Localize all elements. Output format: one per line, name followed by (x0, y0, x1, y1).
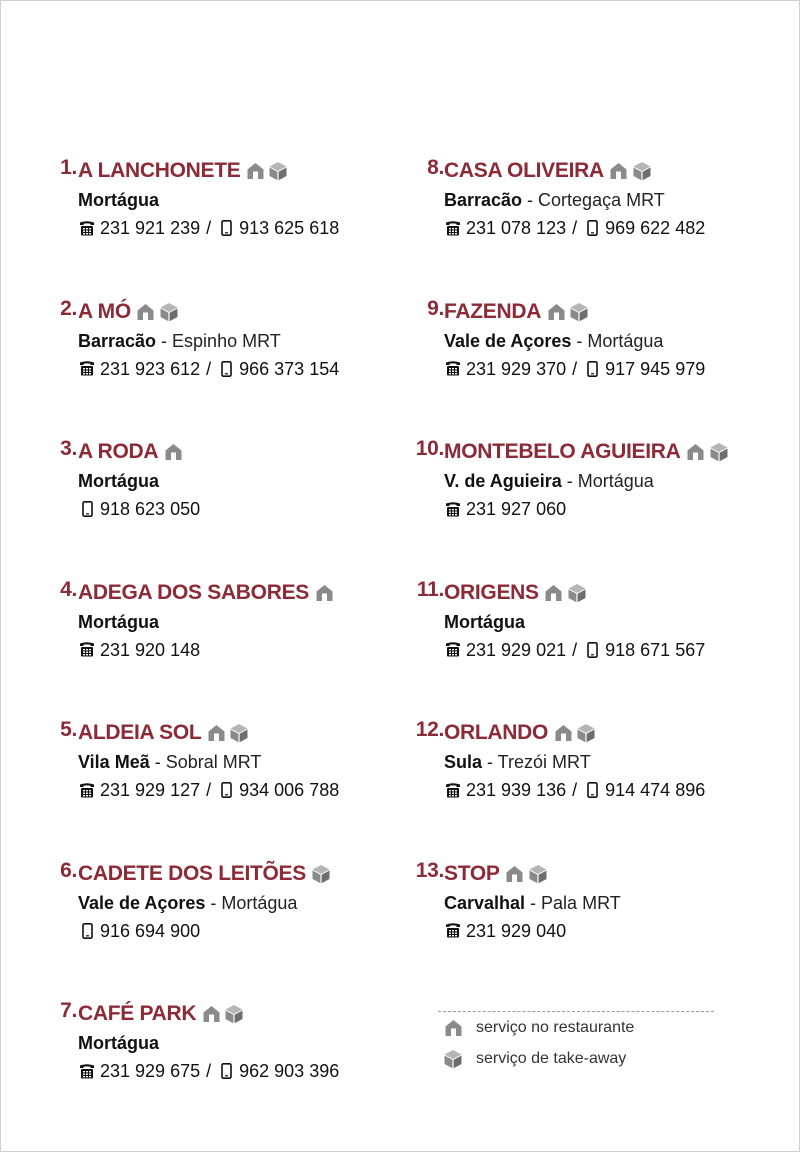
restaurant-title-row (78, 999, 339, 1029)
restaurant-entry (53, 437, 393, 578)
restaurant-name: CASA OLIVEIRA (444, 159, 604, 182)
restaurant-phones (78, 776, 339, 804)
landline-icon (444, 360, 462, 378)
restaurant-number: 11. (416, 577, 444, 601)
restaurant-title-row (78, 297, 339, 327)
restaurant-title-row (78, 578, 336, 608)
box-icon (228, 722, 250, 744)
restaurant-number: 4. (60, 577, 77, 601)
landline-icon (444, 641, 462, 659)
phone-number[interactable]: 231 078 123 (466, 218, 567, 238)
restaurant-phones (444, 214, 705, 242)
phone-separator: / (206, 358, 212, 379)
mobile-icon (78, 500, 96, 518)
restaurant-name: A LANCHONETE (78, 159, 241, 182)
restaurant-location (444, 608, 705, 636)
phone-separator: / (206, 780, 212, 800)
mobile-icon (217, 360, 235, 378)
landline-icon (444, 500, 462, 518)
restaurant-details (444, 859, 621, 945)
restaurant-phones (444, 636, 705, 664)
phone-number[interactable]: 918 671 567 (605, 639, 706, 660)
service-legend (438, 1011, 714, 1074)
phone-number[interactable]: 966 373 154 (239, 358, 340, 379)
location-main: Barracão (78, 330, 157, 351)
restaurant-phones (78, 917, 333, 945)
restaurant-title-row (444, 718, 705, 748)
location-main: Barracão (444, 190, 523, 210)
restaurant-entry (408, 859, 788, 1000)
location-main: Mortágua (78, 1033, 159, 1053)
restaurant-number: 7. (60, 999, 77, 1022)
restaurant-details (444, 578, 705, 664)
landline-icon (444, 219, 462, 237)
restaurant-details (78, 999, 339, 1085)
restaurant-entry (53, 578, 393, 719)
phone-number[interactable]: 913 625 618 (239, 218, 340, 238)
mobile-icon (78, 922, 96, 940)
location-main: Vale de Açores (444, 330, 572, 351)
phone-separator: / (206, 1061, 212, 1081)
restaurant-name: MONTEBELO AGUIEIRA (444, 440, 681, 463)
mobile-icon (217, 781, 235, 799)
house-icon (162, 441, 184, 463)
restaurant-column-right (408, 156, 788, 999)
box-icon (575, 722, 597, 744)
house-icon (200, 1003, 222, 1025)
restaurant-details (78, 297, 339, 383)
restaurant-number: 8. (427, 156, 444, 179)
box-icon (158, 301, 180, 323)
phone-number[interactable]: 231 920 148 (100, 639, 201, 660)
location-main: Mortágua (78, 471, 159, 491)
restaurant-location (78, 327, 339, 355)
restaurant-details (78, 437, 200, 523)
phone-number[interactable]: 231 921 239 (100, 218, 201, 238)
restaurant-location (78, 889, 333, 917)
restaurant-number: 9. (427, 296, 444, 320)
mobile-icon (583, 360, 601, 378)
location-sub: - Mortágua (205, 892, 298, 913)
location-main: Sula (444, 752, 483, 772)
phone-number[interactable]: 231 939 136 (466, 780, 567, 800)
restaurant-phones (78, 636, 336, 664)
restaurant-column-left (53, 156, 393, 1140)
legend-item-take-away (438, 1043, 714, 1074)
restaurant-details (78, 578, 336, 664)
box-icon (267, 160, 289, 182)
phone-number[interactable]: 916 694 900 (100, 920, 201, 941)
phone-number[interactable]: 917 945 979 (605, 358, 706, 379)
restaurant-name: ADEGA DOS SABORES (78, 580, 309, 604)
restaurant-name: ORLANDO (444, 721, 549, 744)
phone-number[interactable]: 231 929 370 (466, 358, 567, 379)
phone-number[interactable]: 918 623 050 (100, 499, 201, 519)
house-icon (135, 301, 157, 323)
box-icon (223, 1003, 245, 1025)
landline-icon (78, 1062, 96, 1080)
location-main: Carvalhal (444, 892, 526, 913)
restaurant-entry (408, 437, 788, 578)
restaurant-number: 5. (60, 718, 77, 741)
restaurant-details (78, 859, 333, 945)
restaurant-phones (444, 917, 621, 945)
restaurant-phones (78, 214, 339, 242)
restaurant-number: 12. (415, 718, 444, 741)
location-main: Vale de Açores (78, 892, 206, 913)
house-icon (543, 582, 565, 604)
house-icon (504, 863, 526, 885)
restaurant-title-row (444, 297, 705, 327)
house-icon (552, 722, 574, 744)
landline-icon (78, 360, 96, 378)
restaurant-number: 3. (60, 437, 77, 460)
house-icon (205, 722, 227, 744)
restaurant-location (78, 186, 339, 214)
restaurant-location (444, 327, 705, 355)
restaurant-details (78, 156, 339, 242)
restaurant-title-row (444, 578, 705, 608)
restaurant-title-row (444, 437, 731, 467)
box-icon (442, 1048, 464, 1070)
box-icon (310, 863, 332, 885)
restaurant-details (444, 437, 731, 523)
phone-number[interactable]: 231 929 040 (466, 920, 567, 941)
phone-number[interactable]: 934 006 788 (239, 780, 340, 800)
restaurant-location (444, 186, 705, 214)
location-sub: - Sobral MRT (149, 752, 262, 772)
restaurant-number: 13. (415, 858, 444, 882)
restaurant-name: A MÓ (78, 299, 131, 323)
restaurant-name: CAFÉ PARK (78, 1002, 197, 1025)
restaurant-number: 1. (60, 156, 77, 179)
restaurant-entry (53, 156, 393, 297)
phone-number[interactable]: 962 903 396 (239, 1061, 340, 1081)
house-icon (244, 160, 266, 182)
box-icon (708, 441, 730, 463)
restaurant-location (444, 467, 731, 495)
box-icon (568, 301, 590, 323)
location-sub: - Trezói MRT (482, 752, 591, 772)
restaurant-phones (78, 495, 200, 523)
restaurant-location (444, 748, 705, 776)
phone-number[interactable]: 914 474 896 (605, 780, 706, 800)
box-icon (566, 582, 588, 604)
restaurant-details (444, 718, 705, 804)
house-icon (608, 160, 630, 182)
restaurant-title-row (78, 156, 339, 186)
landline-icon (444, 781, 462, 799)
restaurant-phones (444, 495, 731, 523)
house-icon (442, 1017, 464, 1039)
restaurant-phones (444, 355, 705, 383)
restaurant-details (444, 156, 705, 242)
restaurant-location (78, 1029, 339, 1057)
location-sub: - Pala MRT (525, 892, 621, 913)
house-icon (313, 582, 335, 604)
restaurant-entry (53, 859, 393, 1000)
landline-icon (78, 641, 96, 659)
phone-separator: / (572, 639, 578, 660)
house-icon (685, 441, 707, 463)
location-main: Vila Meã (78, 752, 150, 772)
box-icon (631, 160, 653, 182)
mobile-icon (583, 641, 601, 659)
landline-icon (444, 922, 462, 940)
legend-label: serviço no restaurante (476, 1018, 635, 1036)
phone-number[interactable]: 231 927 060 (466, 499, 567, 519)
phone-number[interactable]: 231 923 612 (100, 358, 201, 379)
location-sub: - Mortágua (561, 471, 654, 491)
legend-label: serviço de take-away (476, 1049, 627, 1067)
restaurant-name: ORIGENS (444, 580, 539, 604)
location-sub: - Mortágua (571, 330, 664, 351)
restaurant-location (78, 608, 336, 636)
box-icon (527, 863, 549, 885)
restaurant-entry (53, 999, 393, 1140)
restaurant-title-row (78, 718, 339, 748)
phone-separator: / (572, 358, 578, 379)
restaurant-number: 10. (415, 437, 444, 460)
restaurant-entry (408, 297, 788, 438)
restaurant-location (444, 889, 621, 917)
mobile-icon (583, 219, 601, 237)
restaurant-name: ALDEIA SOL (78, 721, 202, 744)
restaurant-name: STOP (444, 861, 500, 885)
restaurant-entry (408, 156, 788, 297)
phone-number[interactable]: 231 929 675 (100, 1061, 201, 1081)
legend-item-dine-in (438, 1012, 714, 1043)
phone-number[interactable]: 969 622 482 (605, 218, 706, 238)
restaurant-phones (78, 355, 339, 383)
restaurant-number: 2. (60, 296, 77, 320)
restaurant-title-row (78, 859, 333, 889)
restaurant-phones (78, 1057, 339, 1085)
restaurant-location (78, 467, 200, 495)
house-icon (545, 301, 567, 323)
phone-separator: / (206, 218, 212, 238)
restaurant-title-row (444, 859, 621, 889)
mobile-icon (583, 781, 601, 799)
location-main: Mortágua (78, 190, 159, 210)
phone-separator: / (572, 780, 578, 800)
location-sub: - Espinho MRT (156, 330, 281, 351)
mobile-icon (217, 1062, 235, 1080)
mobile-icon (217, 219, 235, 237)
restaurant-details (444, 297, 705, 383)
restaurant-location (78, 748, 339, 776)
restaurant-name: CADETE DOS LEITÕES (78, 861, 306, 885)
restaurant-title-row (78, 437, 200, 467)
restaurant-entry (408, 578, 788, 719)
restaurant-name: A RODA (78, 440, 159, 463)
location-main: V. de Aguieira (444, 471, 562, 491)
landline-icon (78, 219, 96, 237)
restaurant-entry (53, 297, 393, 438)
restaurant-title-row (444, 156, 705, 186)
location-main: Mortágua (444, 611, 525, 632)
restaurant-entry (408, 718, 788, 859)
phone-separator: / (572, 218, 578, 238)
location-sub: - Cortegaça MRT (522, 190, 665, 210)
restaurant-number: 6. (60, 858, 77, 882)
restaurant-name: FAZENDA (444, 299, 542, 323)
phone-number[interactable]: 231 929 021 (466, 639, 567, 660)
phone-number[interactable]: 231 929 127 (100, 780, 201, 800)
landline-icon (78, 781, 96, 799)
restaurant-phones (444, 776, 705, 804)
restaurant-details (78, 718, 339, 804)
location-main: Mortágua (78, 611, 159, 632)
restaurant-entry (53, 718, 393, 859)
